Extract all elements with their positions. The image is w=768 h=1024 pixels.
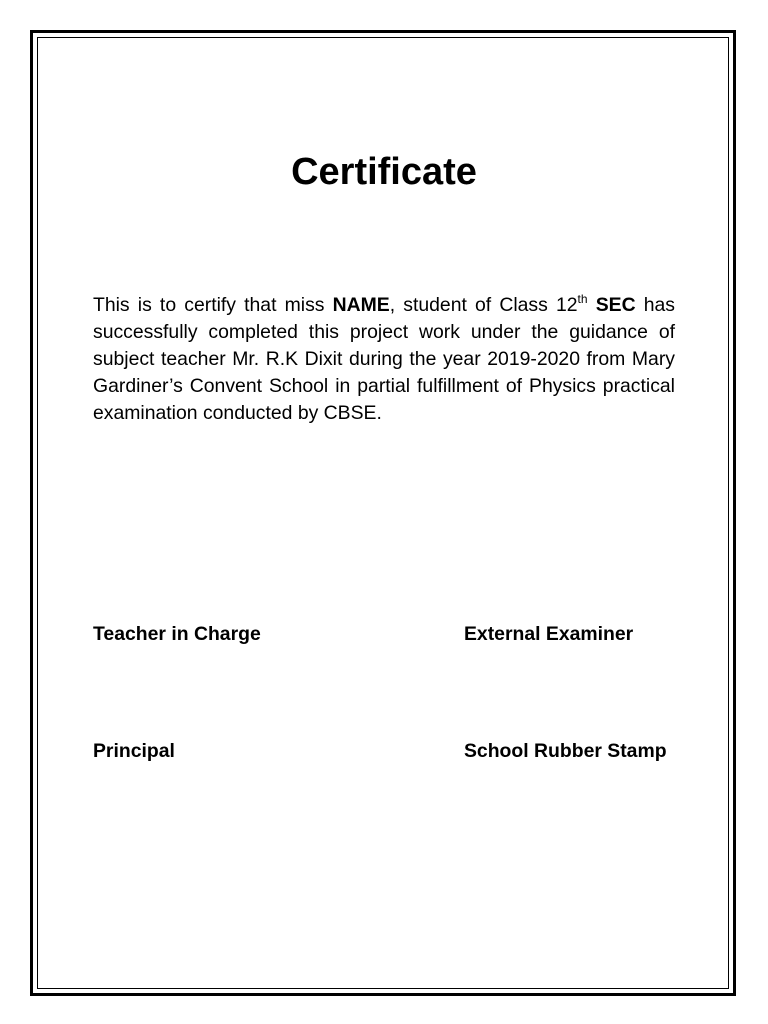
body-text-space	[588, 294, 596, 316]
certificate-title: Certificate	[291, 151, 477, 193]
certificate-body	[93, 292, 675, 427]
body-text-intro: This is to certify that miss	[93, 294, 333, 316]
student-section: SEC	[595, 294, 636, 316]
class-superscript: th	[577, 292, 588, 306]
signature-school-rubber-stamp: School Rubber Stamp	[464, 740, 667, 762]
signature-principal: Principal	[93, 740, 175, 762]
signature-teacher-in-charge: Teacher in Charge	[93, 623, 261, 645]
body-text-rest: has successfully completed this project work under the guidance of subject teacher Mr. R.K Dixit during the year 2019-2020 from Mary Gardiner’s Convent School in partial fulfillment of Physics practical examination conducted by CBSE.	[93, 294, 676, 424]
body-text-class: , student of Class 12	[389, 294, 578, 316]
signature-external-examiner: External Examiner	[464, 623, 634, 645]
student-name: NAME	[332, 294, 390, 316]
